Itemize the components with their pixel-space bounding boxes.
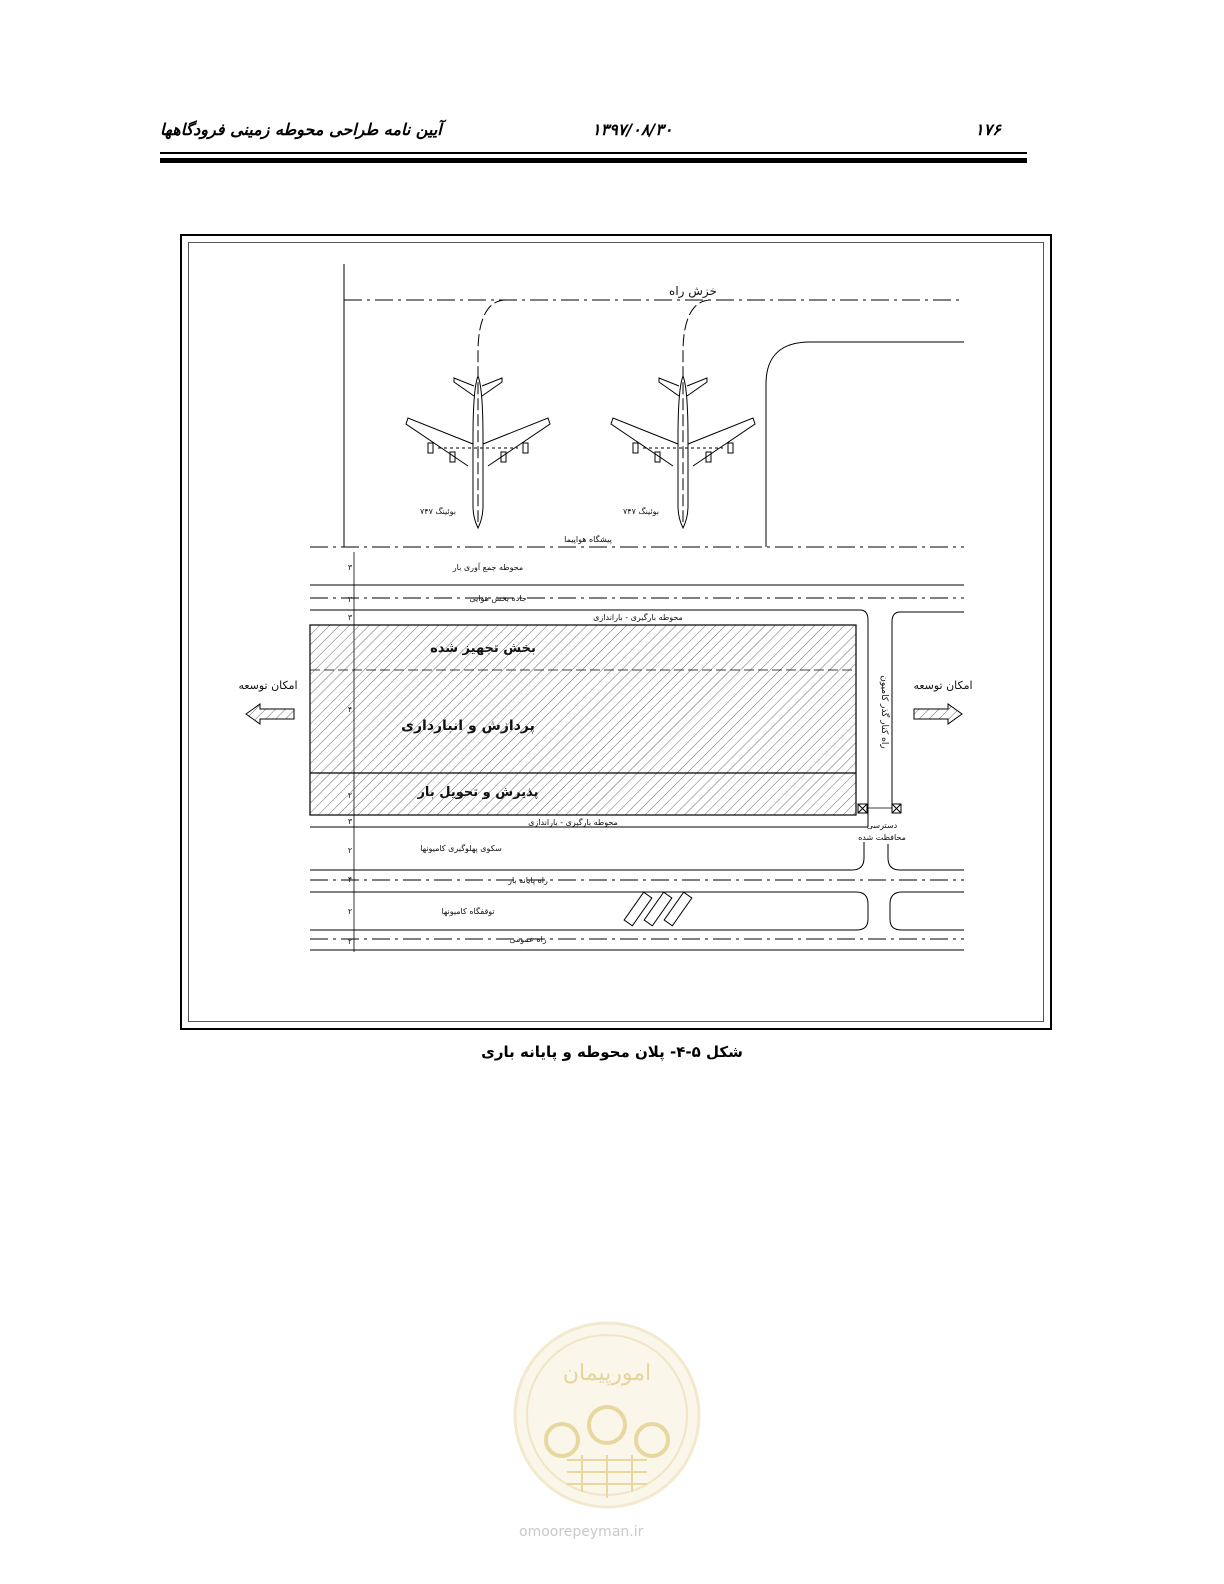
label-public-road: راه عمومی: [509, 935, 547, 944]
arrow-left-icon: [246, 704, 294, 724]
label-apron: پیشگاه هواپیما: [564, 535, 612, 544]
dim-6: ۳: [347, 817, 353, 826]
label-truck-docking: سکوی پهلوگیری کامیونها: [420, 844, 502, 853]
dim-2: ۲: [347, 595, 353, 604]
dim-5: ۲: [347, 791, 353, 800]
document-title: آیین نامه طراحی محوطه زمینی فرودگاهها: [160, 120, 442, 139]
dim-9: ۲: [347, 907, 353, 916]
label-aircraft-right: بوئینگ ۷۴۷: [622, 507, 660, 516]
label-aircraft-left: بوئینگ ۷۴۷: [419, 507, 457, 516]
label-protected-access-1: دسترسی: [866, 821, 898, 830]
dim-3: ۳: [347, 613, 353, 622]
label-loading-top: محوطه بارگیری - باراندازی: [593, 613, 683, 622]
figure-caption: شکل ۵-۴- پلان محوطه و پایانه باری: [481, 1043, 743, 1061]
label-truck-bypass: راه کنار گذر کامیون: [879, 675, 889, 749]
label-cargo-terminal-road: راه پایانه بار: [508, 876, 548, 885]
trucks-icon: [624, 892, 692, 926]
label-taxiway: خزش راه: [669, 284, 717, 298]
arrow-right-icon: [914, 704, 962, 724]
warehouse-hatch: [310, 625, 856, 815]
dim-4: ۴: [347, 705, 353, 714]
label-expansion-right: امکان توسعه: [913, 679, 973, 692]
header-date: ۱۳۹۷/۰۸/۳۰: [592, 120, 673, 139]
label-expansion-left: امکان توسعه: [238, 679, 298, 692]
dim-7: ۲: [347, 846, 353, 855]
label-equipped-section: بخش تجهیز شده: [430, 641, 536, 656]
cargo-terminal-plan: [188, 242, 1044, 1022]
label-protected-access-2: محافظت شده: [858, 833, 906, 842]
watermark-logo: [512, 1320, 702, 1510]
header-rule-thin: [160, 152, 1027, 154]
watermark-logo-text: امورپیمان: [562, 1361, 652, 1386]
label-truck-parking: توقفگاه کامیونها: [441, 907, 495, 916]
dim-8: ۴: [347, 875, 353, 884]
dim-10: ۲: [347, 937, 353, 946]
label-receive-deliver: پذیرش و تحویل بار: [417, 785, 539, 800]
header-rule-thick: [160, 158, 1027, 163]
dim-1: ۳: [347, 563, 353, 572]
label-airside-road: جاده بخش هوایی: [469, 594, 527, 603]
label-processing-storage: پردازش و انبارداری: [401, 718, 535, 734]
watermark-site: omoorepeyman.ir: [519, 1524, 644, 1540]
page-number: ۱۷۶: [975, 120, 1001, 139]
label-loading-bottom: محوطه بارگیری - باراندازی: [528, 818, 618, 827]
label-baggage-collection: محوطه جمع آوری بار: [452, 563, 524, 572]
